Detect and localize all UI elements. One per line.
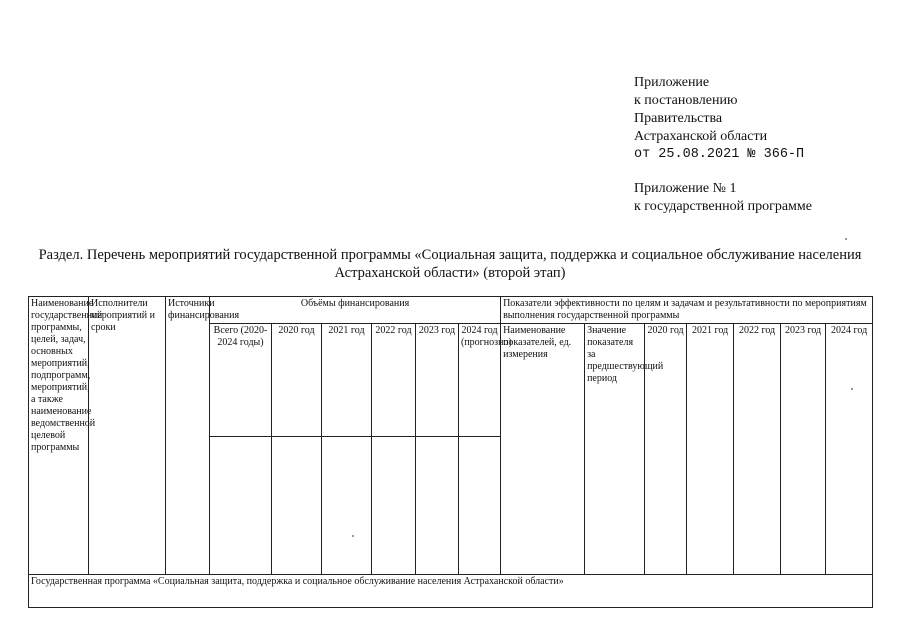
appendix-line: к постановлению xyxy=(634,93,738,108)
fin-cell xyxy=(459,437,501,575)
section-title: Раздел. Перечень мероприятий государственной программы «Социальная защита, поддержка и социальное обслуживание населения Астраханской области» (второй этап) xyxy=(38,247,862,281)
fin-cell xyxy=(372,437,416,575)
ind-col-2024: 2024 год xyxy=(826,324,873,575)
ind-col-2021: 2021 год xyxy=(687,324,734,575)
appendix-line: Астраханской области xyxy=(634,129,768,144)
header-sources: Источники финансирования xyxy=(166,297,210,575)
fin-col-2020: 2020 год xyxy=(272,324,322,437)
ind-col-prev: Значение показателя за предшествующий период xyxy=(585,324,645,575)
header-financing: Объёмы финансирования xyxy=(210,297,501,324)
header-indicators: Показатели эффективности по целям и задачам и результативности по мероприятиям выполнения государственной программы xyxy=(501,297,873,324)
fin-col-2021: 2021 год xyxy=(322,324,372,437)
fin-col-total: Всего (2020-2024 годы) xyxy=(210,324,272,437)
ind-col-2023: 2023 год xyxy=(781,324,826,575)
program-row: Государственная программа «Социальная защита, поддержка и социальное обслуживание населения Астраханской области» xyxy=(29,575,873,608)
measures-table xyxy=(28,296,873,608)
scan-speck xyxy=(851,388,853,390)
fin-cell xyxy=(272,437,322,575)
fin-cell xyxy=(210,437,272,575)
appendix2-line: к государственной программе xyxy=(634,199,812,214)
header-executors: Исполнители мероприятий и сроки xyxy=(89,297,166,575)
header-name: Наименование государственной программы, целей, задач, основных мероприятий, подпрограмм, мероприятий, а также наименование ведомственной целевой программы xyxy=(29,297,89,575)
appendix2-line: Приложение № 1 xyxy=(634,181,737,196)
ind-col-name: Наименование показателей, ед. измерения xyxy=(501,324,585,575)
fin-cell xyxy=(416,437,459,575)
appendix-date: от 25.08.2021 № 366-П xyxy=(634,147,805,162)
scan-speck xyxy=(845,238,847,240)
fin-cell xyxy=(322,437,372,575)
appendix-block xyxy=(634,74,804,164)
appendix-line: Приложение xyxy=(634,75,710,90)
appendix-line: Правительства xyxy=(634,111,723,126)
ind-col-2020: 2020 год xyxy=(645,324,687,575)
scan-speck xyxy=(352,535,354,537)
fin-col-2022: 2022 год xyxy=(372,324,416,437)
ind-col-2022: 2022 год xyxy=(734,324,781,575)
fin-col-2023: 2023 год xyxy=(416,324,459,437)
fin-col-2024: 2024 год (прогнозно) xyxy=(459,324,501,437)
appendix2-block xyxy=(634,180,812,216)
